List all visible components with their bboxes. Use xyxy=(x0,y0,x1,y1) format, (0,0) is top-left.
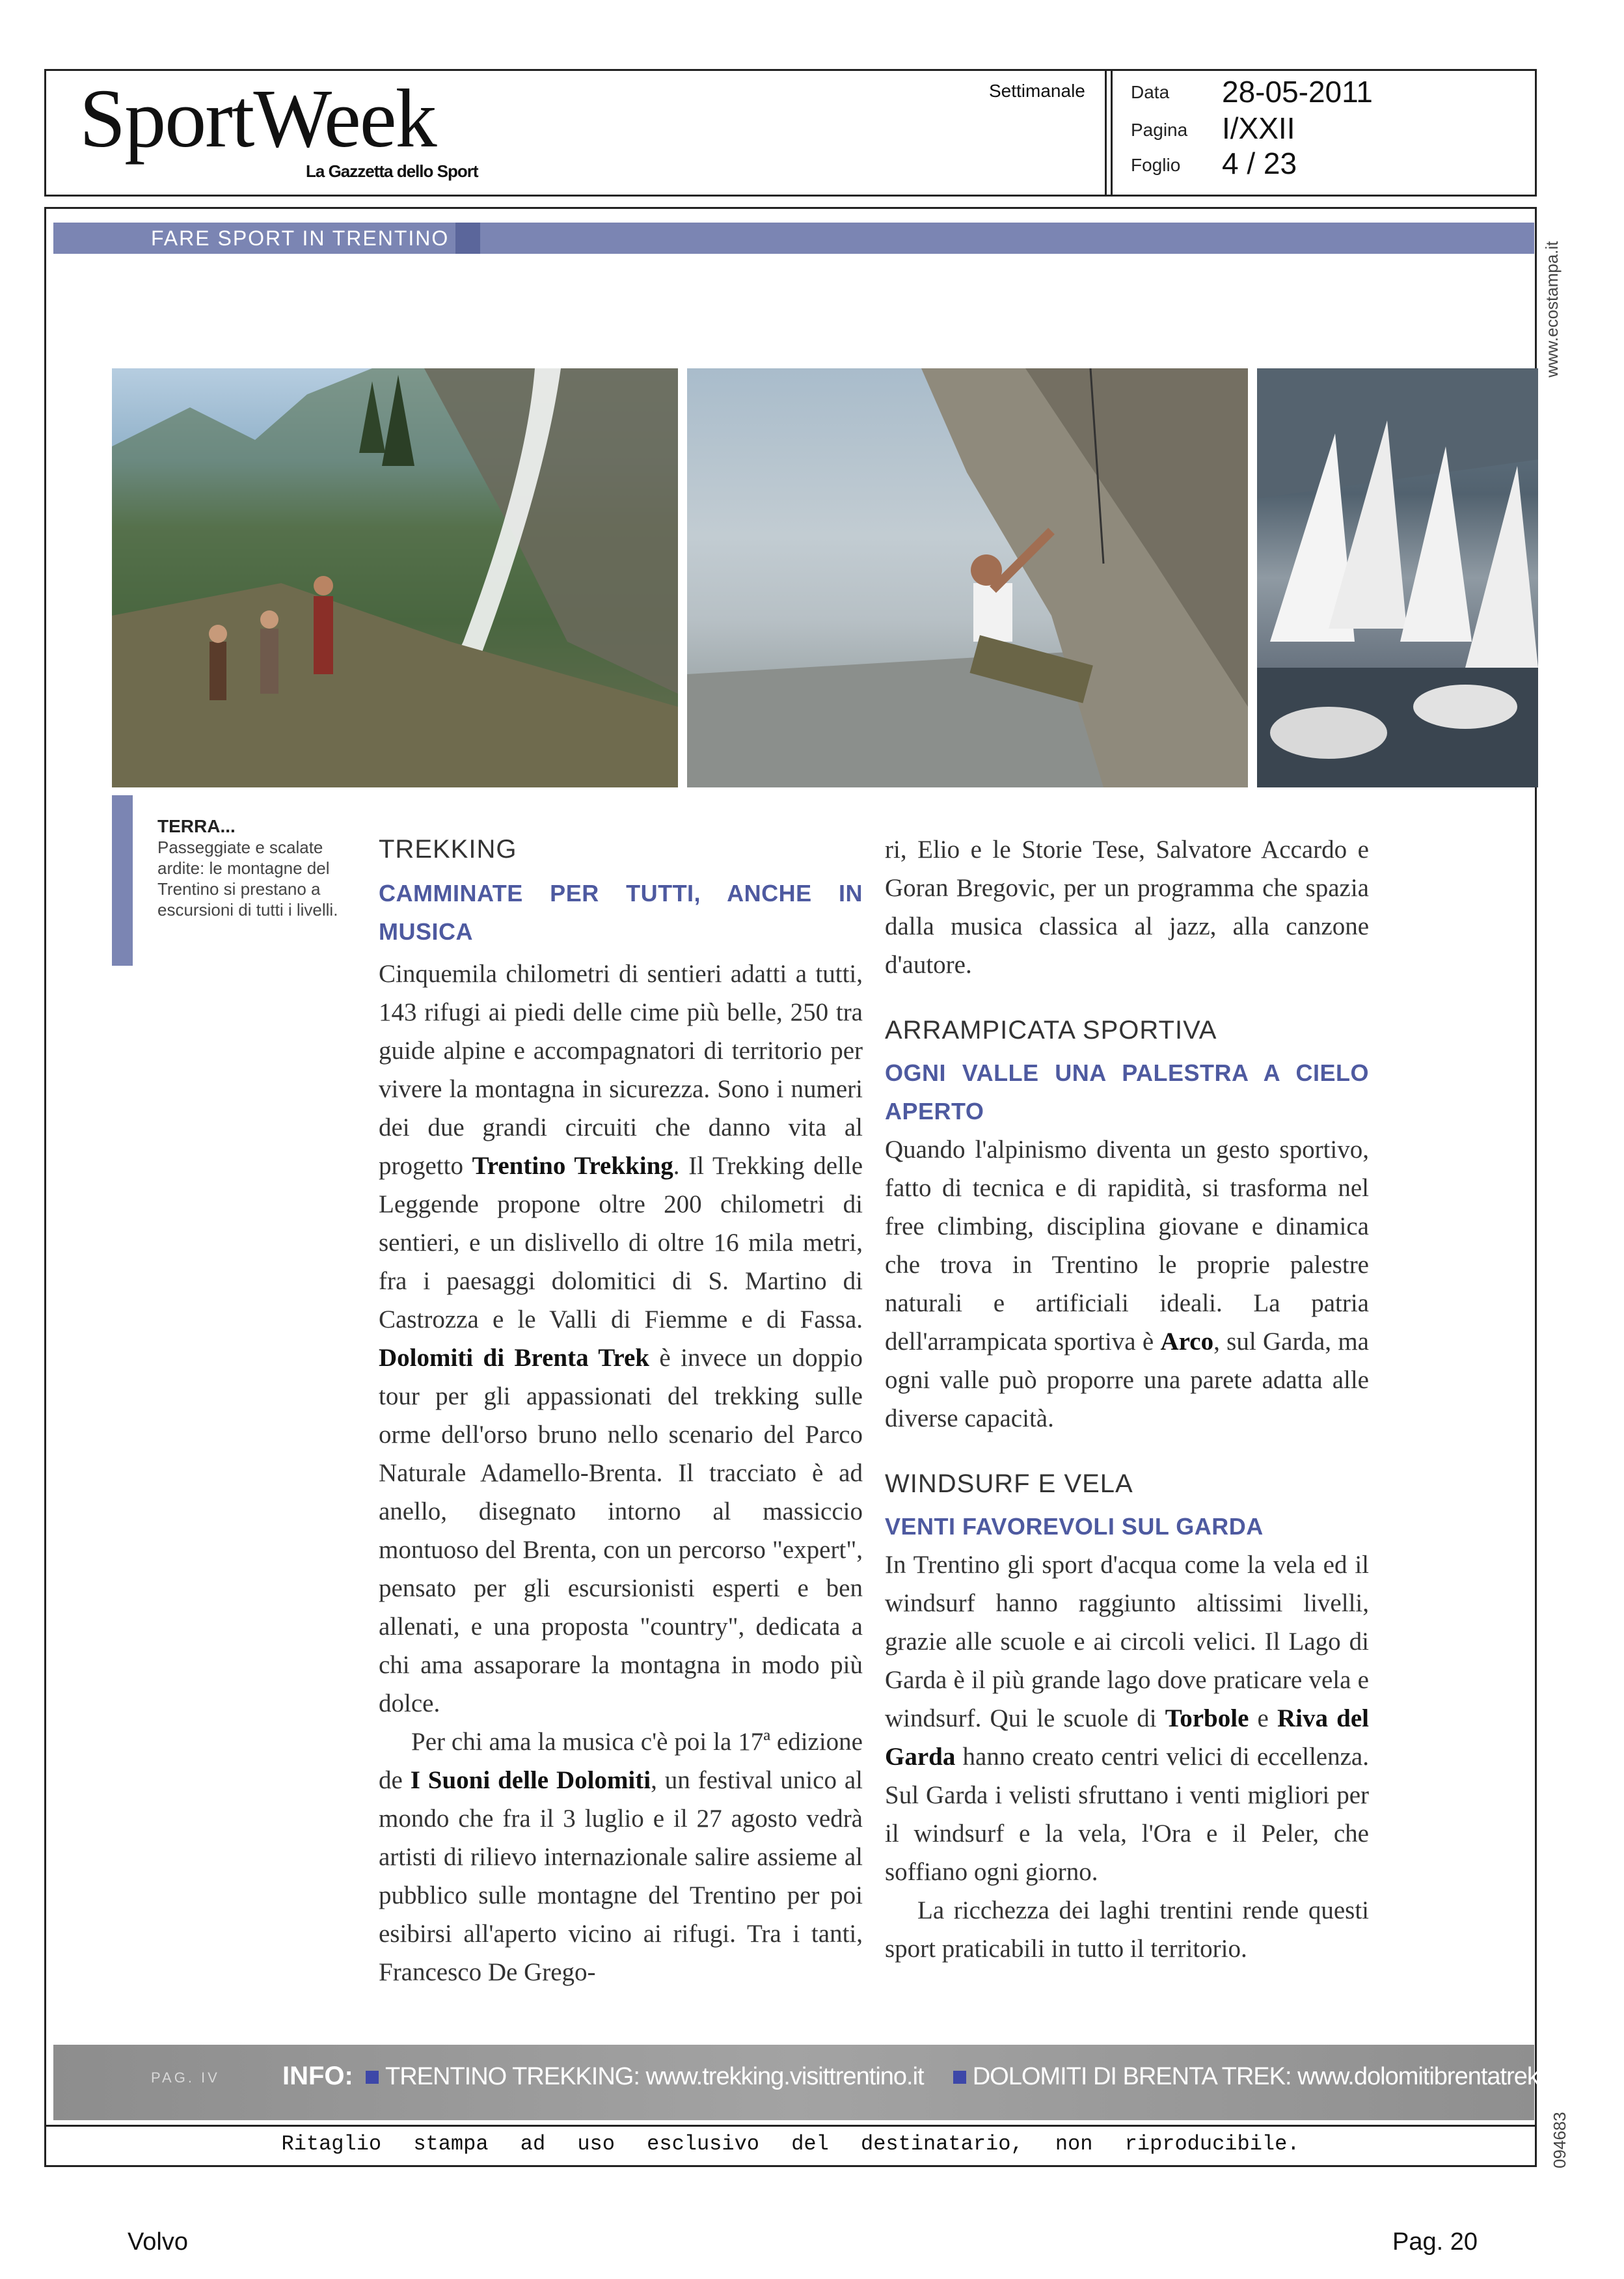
section-bar-accent xyxy=(455,223,480,254)
text-span: Per chi ama la musica c'è poi la 17ª edizione de xyxy=(379,1728,863,1794)
info-trentino-trekking-link[interactable]: TRENTINO TREKKING: www.trekking.visittrentino.it xyxy=(385,2063,924,2090)
trekking-paragraph-2 xyxy=(379,1723,863,1991)
climbing-paragraph xyxy=(885,1130,1369,1438)
text-span: Cinquemila chilometri di sentieri adatti a tutti, 143 rifugi ai piedi delle cime più belle, 250 tra guide alpine e accompagnatori di territorio per vivere la montagna in sicurezza. Sono i numeri dei due grandi circuiti che danno vita al progetto xyxy=(379,960,863,1180)
square-bullet-icon xyxy=(366,2071,379,2084)
bold-span: Riva del Garda xyxy=(885,1704,1369,1771)
trekking-paragraph-continued: ri, Elio e le Storie Tese, Salvatore Accardo e Goran Bregovic, per un programma che spazia dalla musica classica al jazz, alla canzone d'autore. xyxy=(885,836,1369,979)
frequency-label: Settimanale xyxy=(989,81,1085,101)
caption-text: Passeggiate e scalate ardite: le montagne del Trentino si prestano a escursioni di tutti i livelli. xyxy=(157,838,338,920)
column-right xyxy=(885,830,1369,1968)
foglio-label: Foglio xyxy=(1131,155,1181,175)
sailing-headline: VENTI FAVOREVOLI SUL GARDA xyxy=(885,1513,1264,1540)
masthead-logo: SportWeek xyxy=(79,72,436,165)
text-span: , un festival unico al mondo che fra il 3 luglio e il 27 agosto vedrà artisti di rilievo internazionale salire assieme al pubblico sulle montagne del Trentino per poi esibirsi all'aperto vicino ai rifugi. Tra i tanti, Francesco De Grego- xyxy=(379,1766,863,1986)
sailing-scene-icon xyxy=(1257,368,1538,787)
caption-bar xyxy=(112,795,133,966)
side-website: www.ecostampa.it xyxy=(1542,241,1562,377)
trekking-headline: CAMMINATE PER TUTTI, ANCHE IN MUSICA xyxy=(379,880,863,945)
bold-span: Torbole xyxy=(1165,1704,1249,1732)
bold-span: I Suoni delle Dolomiti xyxy=(410,1766,651,1794)
text-span: hanno creato centri velici di eccellenza. Sul Garda i velisti sfruttano i venti migliori per il windsurf e la vela, l'Ora e il Peler, che soffiano ogni giorno. xyxy=(885,1743,1369,1886)
sailing-kicker: WINDSURF E VELA xyxy=(885,1469,1133,1498)
column-left xyxy=(379,830,863,1991)
data-value: 28-05-2011 xyxy=(1222,75,1373,109)
masthead-sublogo: La Gazzetta dello Sport xyxy=(306,161,478,181)
footer-client: Volvo xyxy=(128,2228,188,2256)
page-number-label: PAG. IV xyxy=(151,2069,220,2086)
section-title: FARE SPORT IN TRENTINO xyxy=(151,226,450,250)
caption-title: TERRA... xyxy=(157,816,236,836)
foglio-value: 4 / 23 xyxy=(1222,146,1297,180)
footer-page-number: Pag. 20 xyxy=(1392,2228,1478,2256)
text-span: Quando l'alpinismo diventa un gesto sportivo, fatto di tecnica e di rapidità, si trasforma nel free climbing, disciplina giovane e dinamica che trova in Trentino le proprie palestre naturali e artificiali ideali. La patria dell'arrampicata sportiva è xyxy=(885,1136,1369,1356)
trekking-scene-icon xyxy=(112,368,678,787)
climbing-scene-icon xyxy=(687,368,1248,787)
info-items xyxy=(366,2063,1556,2091)
text-span: In Trentino gli sport d'acqua come la vela ed il windsurf hanno raggiunto altissimi livelli, grazie alle scuole e ai circoli velici. Il Lago di Garda è il più grande lago dove praticare vela e windsurf. Qui le scuole di xyxy=(885,1551,1369,1732)
sailing-paragraph xyxy=(885,1546,1369,1891)
trekking-paragraph-1 xyxy=(379,955,863,1723)
text-span: e xyxy=(1249,1704,1277,1732)
pagina-label: Pagina xyxy=(1131,120,1188,140)
data-label: Data xyxy=(1131,82,1170,102)
info-brenta-trek-link[interactable]: DOLOMITI DI BRENTA TREK: www.dolomitibrentatrek.it xyxy=(972,2063,1556,2090)
sailing-photo xyxy=(1257,368,1538,787)
text-span: . Il Trekking delle Leggende propone oltre 200 chilometri di sentieri, e un dislivello di oltre 16 mila metri, fra i paesaggi dolomitici di S. Martino di Castrozza e le Valli di Fiemme e di Fassa. xyxy=(379,1152,863,1333)
climbing-kicker: ARRAMPICATA SPORTIVA xyxy=(885,1016,1217,1044)
climbing-headline: OGNI VALLE UNA PALESTRA A CIELO APERTO xyxy=(885,1059,1369,1125)
climbing-photo xyxy=(687,368,1248,787)
trekking-kicker: TREKKING xyxy=(379,835,517,864)
sailing-paragraph-2: La ricchezza dei laghi trentini rende questi sport praticabili in tutto il territorio. xyxy=(885,1896,1369,1963)
side-code: 094683 xyxy=(1550,2112,1569,2168)
text-span: , sul Garda, ma ogni valle può proporre una parete adatta alle diverse capacità. xyxy=(885,1328,1369,1432)
trekking-photo xyxy=(112,368,678,787)
bold-span: Trentino Trekking xyxy=(472,1152,673,1180)
text-span: è invece un doppio tour per gli appassionati del trekking sulle orme dell'orso bruno nello scenario del Parco Naturale Adamello-Brenta. Il tracciato è ad anello, disegnato intorno al massiccio montuoso del Brenta, con un percorso "expert", pensato per gli escursionisti esperti e ben allenati, e una proposta "country", dedicata a chi ama assaporare la montagna in modo più dolce. xyxy=(379,1344,863,1717)
header-divider xyxy=(1105,69,1113,197)
bold-span: Arco xyxy=(1160,1328,1214,1356)
pagina-value: I/XXII xyxy=(1222,111,1295,145)
bold-span: Dolomiti di Brenta Trek xyxy=(379,1344,649,1372)
square-bullet-icon xyxy=(953,2071,966,2084)
copyright-notice: Ritaglio stampa ad uso esclusivo del destinatario, non riproducibile. xyxy=(281,2132,1300,2156)
info-label: INFO: xyxy=(282,2062,353,2090)
